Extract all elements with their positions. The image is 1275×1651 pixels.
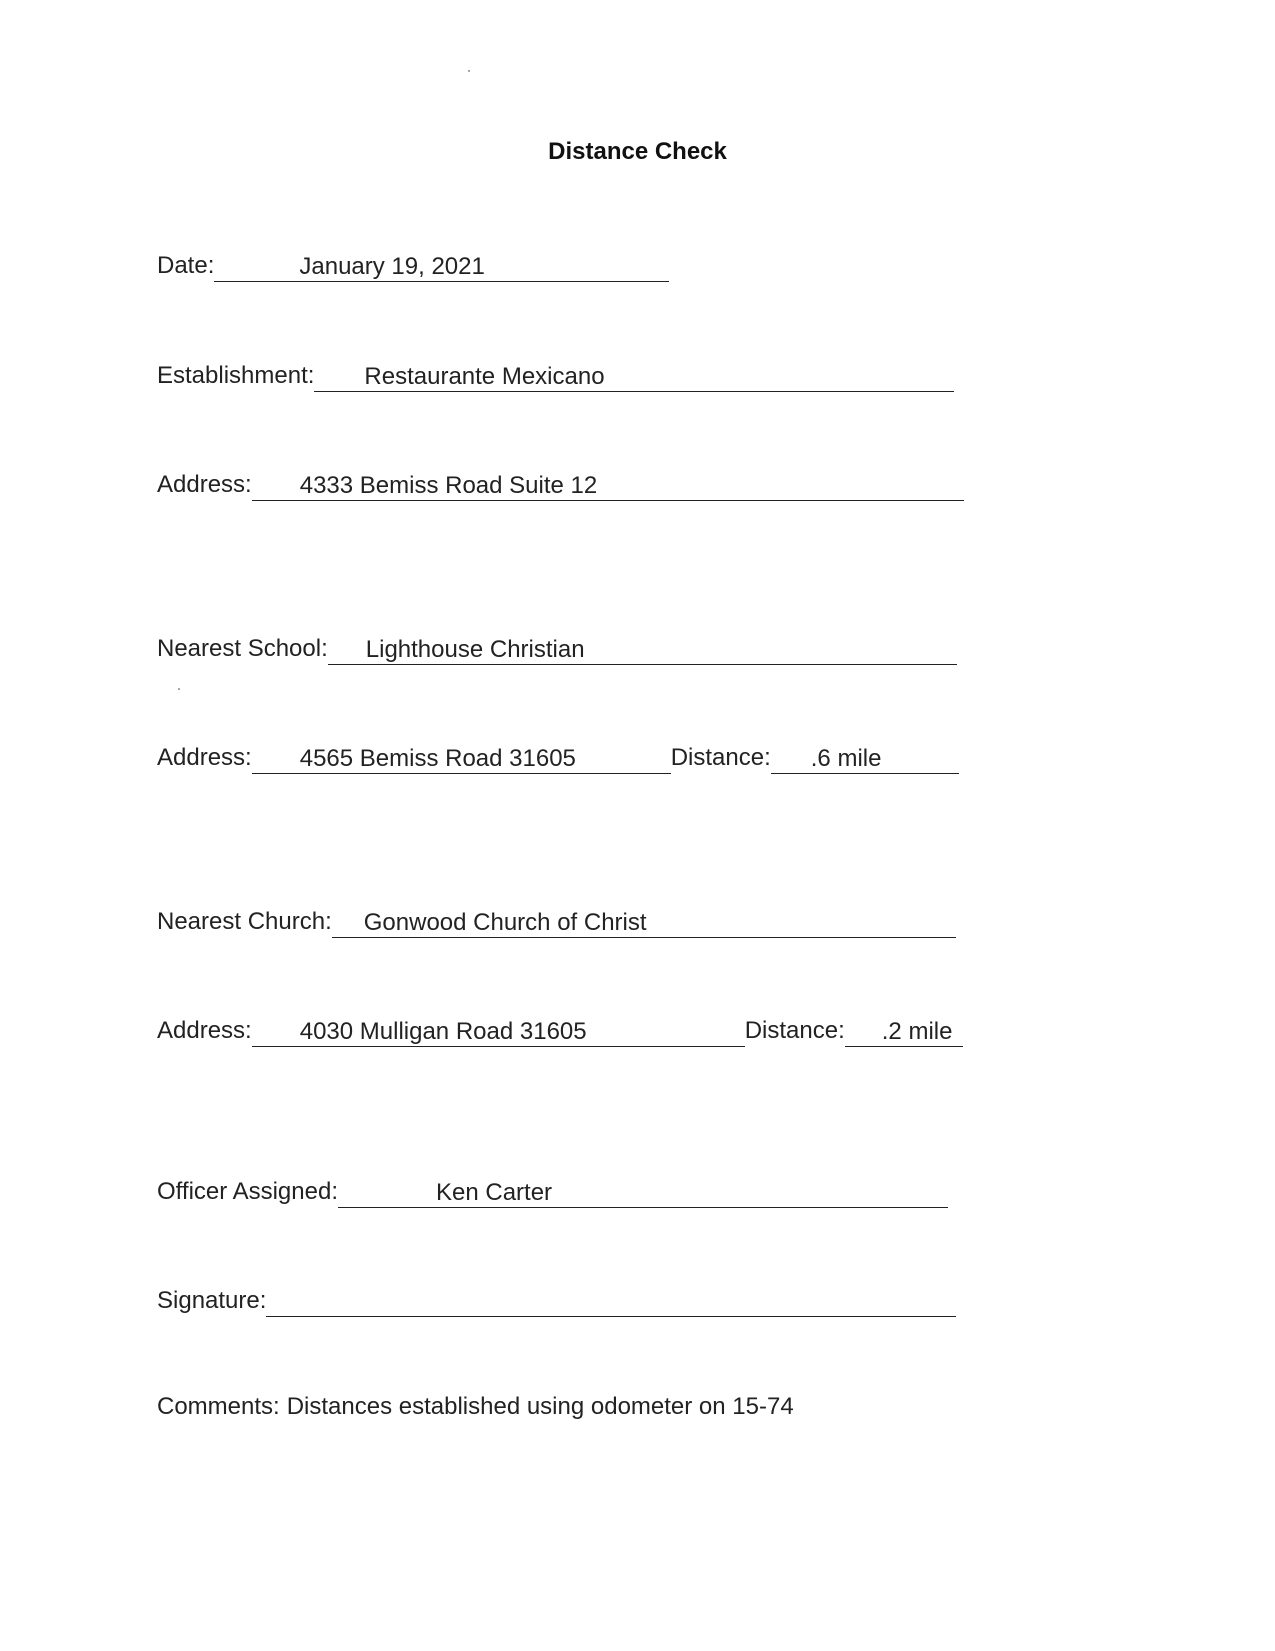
church-address-value: 4030 Mulligan Road 31605 bbox=[299, 1018, 587, 1045]
nearest-school-value: Lighthouse Christian bbox=[365, 636, 585, 663]
establishment-value: Restaurante Mexicano bbox=[364, 363, 605, 390]
establishment-address-label: Address: bbox=[157, 471, 252, 498]
establishment-address-field[interactable] bbox=[252, 472, 964, 501]
scan-speck bbox=[468, 70, 470, 72]
date-field[interactable] bbox=[214, 253, 669, 282]
comments-label: Comments: bbox=[157, 1393, 280, 1420]
church-distance-value: .2 mile bbox=[881, 1018, 953, 1045]
establishment-label: Establishment: bbox=[157, 362, 315, 389]
nearest-church-label: Nearest Church: bbox=[157, 908, 332, 935]
nearest-school-row bbox=[157, 633, 957, 663]
school-address-label: Address: bbox=[157, 744, 252, 771]
date-value: January 19, 2021 bbox=[299, 253, 485, 280]
date-row bbox=[157, 250, 669, 280]
establishment-field[interactable] bbox=[314, 363, 954, 392]
nearest-church-value: Gonwood Church of Christ bbox=[363, 909, 647, 936]
officer-row bbox=[157, 1176, 948, 1206]
school-distance-field[interactable] bbox=[771, 745, 959, 774]
church-address-label: Address: bbox=[157, 1017, 252, 1044]
date-label: Date: bbox=[157, 252, 215, 279]
school-distance-value: .6 mile bbox=[810, 745, 882, 772]
church-address-row bbox=[157, 1015, 963, 1045]
officer-field[interactable] bbox=[338, 1179, 948, 1208]
school-address-row bbox=[157, 742, 959, 772]
school-distance-label: Distance: bbox=[670, 744, 771, 771]
officer-value: Ken Carter bbox=[435, 1179, 553, 1206]
page-title: Distance Check bbox=[548, 138, 727, 165]
establishment-address-row bbox=[157, 469, 964, 499]
scan-speck bbox=[178, 688, 180, 690]
signature-row bbox=[157, 1285, 956, 1315]
nearest-school-label: Nearest School: bbox=[157, 635, 328, 662]
comments-row bbox=[157, 1391, 794, 1421]
establishment-address-value: 4333 Bemiss Road Suite 12 bbox=[299, 472, 598, 499]
church-address-field[interactable] bbox=[252, 1018, 745, 1047]
establishment-row bbox=[157, 360, 954, 390]
nearest-church-row bbox=[157, 906, 956, 936]
church-distance-label: Distance: bbox=[744, 1017, 845, 1044]
school-address-value: 4565 Bemiss Road 31605 bbox=[299, 745, 576, 772]
officer-label: Officer Assigned: bbox=[157, 1178, 338, 1205]
signature-label: Signature: bbox=[157, 1287, 267, 1314]
comments-value: Distances established using odometer on 15-74 bbox=[286, 1393, 794, 1420]
nearest-church-field[interactable] bbox=[332, 909, 956, 938]
church-distance-field[interactable] bbox=[845, 1018, 963, 1047]
school-address-field[interactable] bbox=[252, 745, 671, 774]
signature-field[interactable] bbox=[266, 1288, 956, 1317]
nearest-school-field[interactable] bbox=[328, 636, 957, 665]
